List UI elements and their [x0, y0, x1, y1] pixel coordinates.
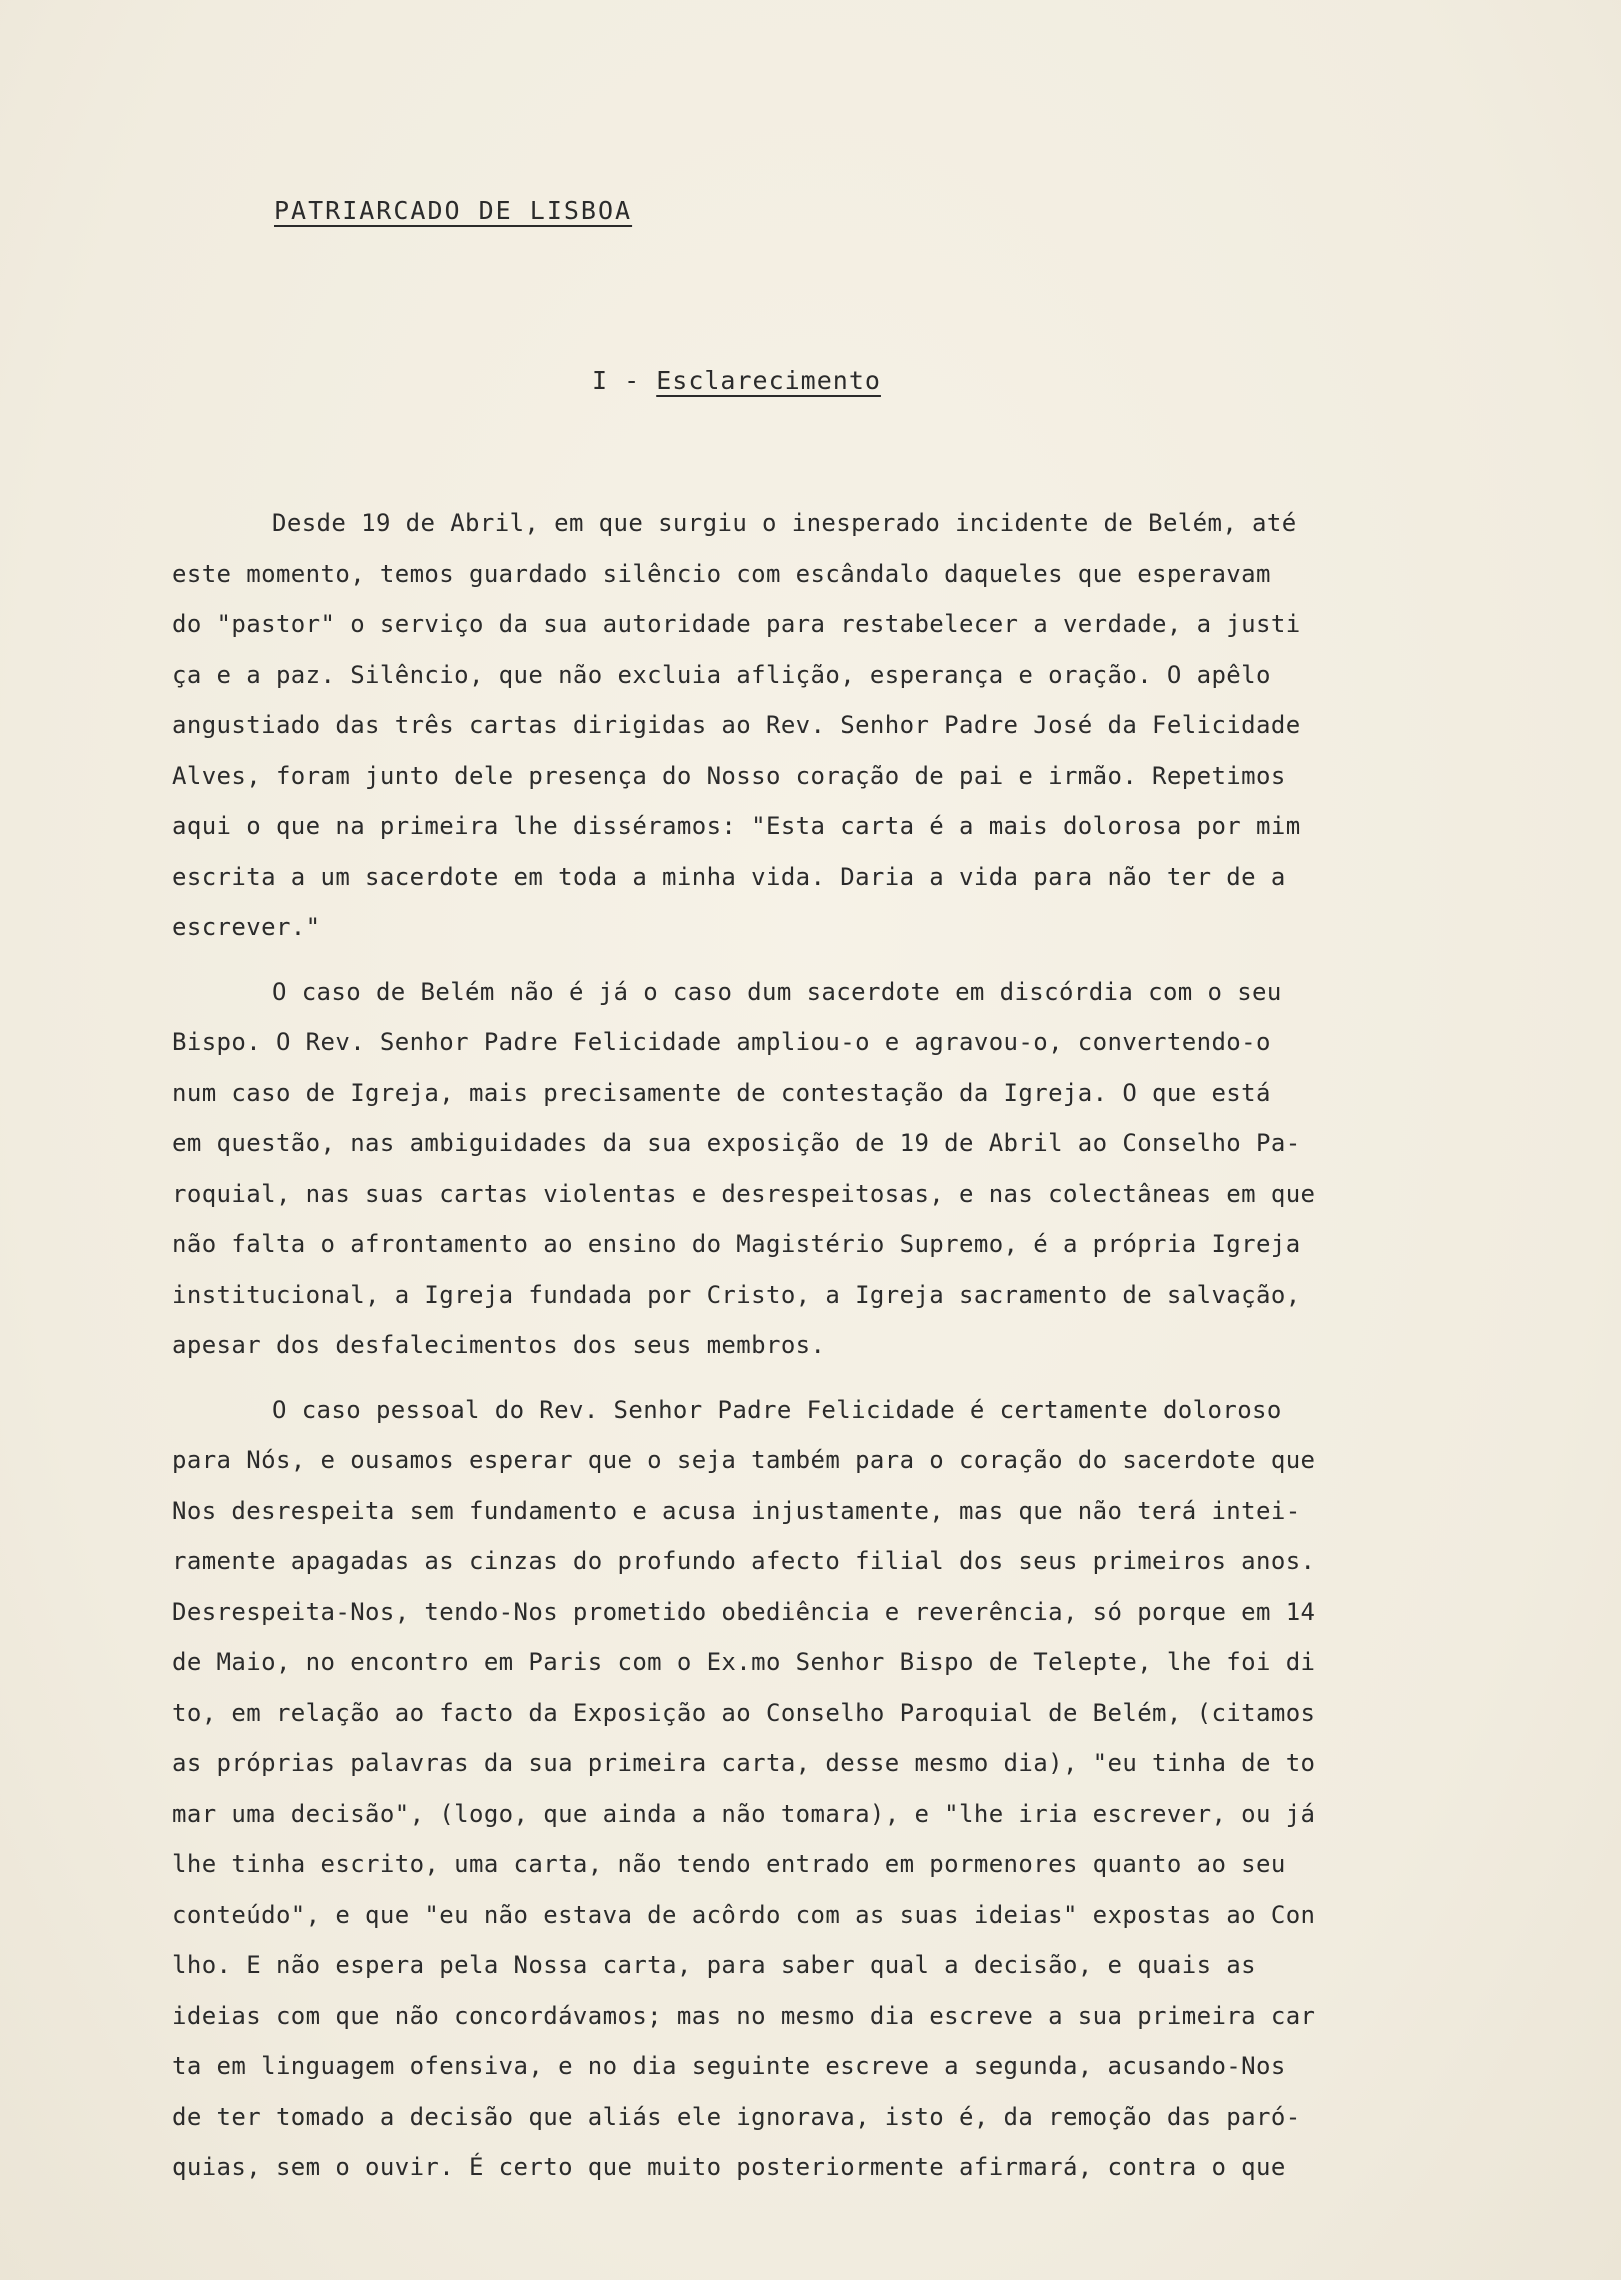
- text-line: ça e a paz. Silêncio, que não excluia aflição, esperança e oração. O apêlo: [172, 660, 1271, 689]
- letterhead-title: PATRIARCADO DE LISBOA: [274, 196, 633, 225]
- text-line: quias, sem o ouvir. É certo que muito posteriormente afirmará, contra o que: [172, 2153, 1286, 2181]
- text-line: ideias com que não concordávamos; mas no mesmo dia escreve a sua primeira car: [172, 2001, 1316, 2030]
- text-line: O caso pessoal do Rev. Senhor Padre Felicidade é certamente doloroso: [272, 1395, 1282, 1424]
- section-title-text: Esclarecimento: [656, 366, 881, 395]
- paragraph-3: [172, 1385, 1462, 2193]
- text-line: aqui o que na primeira lhe disséramos: "Esta carta é a mais dolorosa por mim: [172, 812, 1301, 840]
- paragraph-gap: [172, 1371, 1462, 1385]
- document-body: [172, 498, 1462, 2193]
- paragraph-gap: [172, 953, 1462, 967]
- text-line: ramente apagadas as cinzas do profundo afecto filial dos seus primeiros anos.: [172, 1547, 1316, 1575]
- text-line: de ter tomado a decisão que aliás ele ignorava, isto é, da remoção das paró-: [172, 2102, 1301, 2131]
- text-line: escrever.": [172, 913, 321, 941]
- paragraph-2: [172, 967, 1462, 1371]
- text-line: roquial, nas suas cartas violentas e desrespeitosas, e nas colectâneas em que: [172, 1179, 1316, 1208]
- text-line: do "pastor" o serviço da sua autoridade para restabelecer a verdade, a justi: [172, 610, 1301, 638]
- section-number: I -: [592, 366, 657, 395]
- text-line: de Maio, no encontro em Paris com o Ex.mo Senhor Bispo de Telepte, lhe foi di: [172, 1648, 1316, 1676]
- text-line: O caso de Belém não é já o caso dum sacerdote em discórdia com o seu: [272, 977, 1282, 1006]
- text-line: escrita a um sacerdote em toda a minha vida. Daria a vida para não ter de a: [172, 862, 1286, 891]
- paragraph-1: [172, 498, 1462, 953]
- text-line: Desde 19 de Abril, em que surgiu o inesperado incidente de Belém, até: [272, 509, 1297, 537]
- text-line: apesar dos desfalecimentos dos seus membros.: [172, 1331, 826, 1359]
- text-line: para Nós, e ousamos esperar que o seja também para o coração do sacerdote que: [172, 1446, 1316, 1474]
- text-line: não falta o afrontamento ao ensino do Magistério Supremo, é a própria Igreja: [172, 1230, 1301, 1258]
- text-line: angustiado das três cartas dirigidas ao Rev. Senhor Padre José da Felicidade: [172, 711, 1301, 739]
- text-line: to, em relação ao facto da Exposição ao Conselho Paroquial de Belém, (citamos: [172, 1698, 1316, 1727]
- text-line: lho. E não espera pela Nossa carta, para saber qual a decisão, e quais as: [172, 1951, 1256, 1979]
- text-line: as próprias palavras da sua primeira carta, desse mesmo dia), "eu tinha de to: [172, 1749, 1316, 1777]
- text-line: Nos desrespeita sem fundamento e acusa injustamente, mas que não terá intei-: [172, 1496, 1301, 1525]
- text-line: Alves, foram junto dele presença do Nosso coração de pai e irmão. Repetimos: [172, 761, 1286, 790]
- text-line: lhe tinha escrito, uma carta, não tendo entrado em pormenores quanto ao seu: [172, 1850, 1286, 1878]
- text-line: conteúdo", e que "eu não estava de acôrdo com as suas ideias" expostas ao Con: [172, 1900, 1316, 1929]
- text-line: num caso de Igreja, mais precisamente de contestação da Igreja. O que está: [172, 1078, 1271, 1107]
- text-line: institucional, a Igreja fundada por Cristo, a Igreja sacramento de salvação,: [172, 1280, 1301, 1309]
- text-line: este momento, temos guardado silêncio com escândalo daqueles que esperavam: [172, 559, 1271, 588]
- text-line: mar uma decisão", (logo, que ainda a não tomara), e "lhe iria escrever, ou já: [172, 1799, 1316, 1828]
- text-line: Bispo. O Rev. Senhor Padre Felicidade ampliou-o e agravou-o, convertendo-o: [172, 1028, 1271, 1056]
- text-line: Desrespeita-Nos, tendo-Nos prometido obediência e reverência, só porque em 14: [172, 1597, 1316, 1626]
- text-line: ta em linguagem ofensiva, e no dia seguinte escreve a segunda, acusando-Nos: [172, 2052, 1286, 2080]
- text-line: em questão, nas ambiguidades da sua exposição de 19 de Abril ao Conselho Pa-: [172, 1129, 1301, 1157]
- section-heading: [592, 366, 881, 395]
